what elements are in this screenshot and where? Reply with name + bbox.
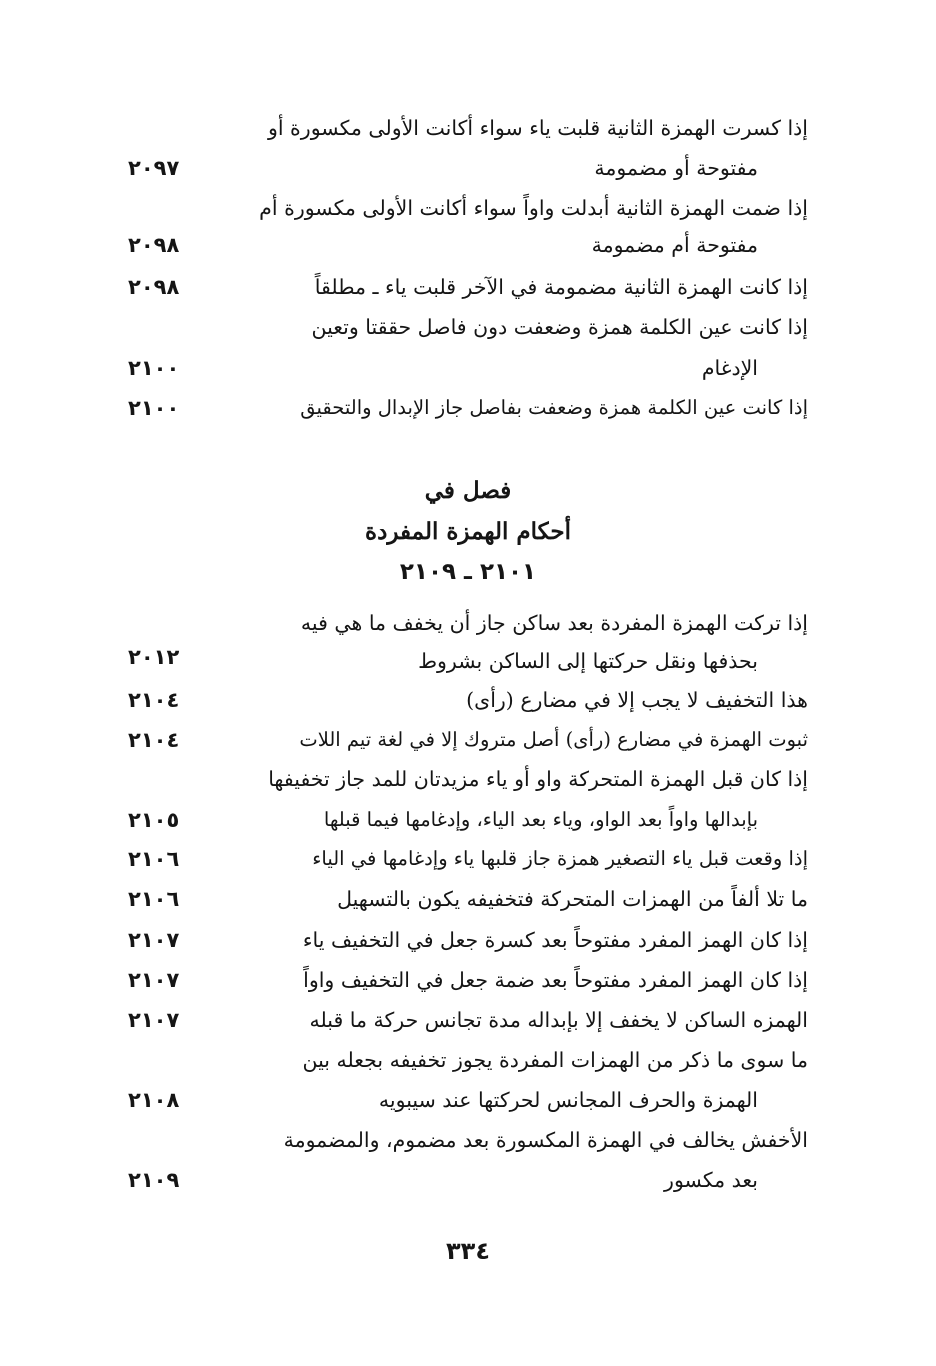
entry-line: مفتوحة أو مضمومة	[594, 156, 758, 180]
page-ref: ٢٠٩٧	[128, 156, 180, 180]
entry-line: الأخفش يخالف في الهمزة المكسورة بعد مضموم، والمضمومة	[283, 1128, 808, 1152]
page-ref: ٢١٠٧	[128, 928, 180, 952]
entry-line: إذا ضمت الهمزة الثانية أبدلت واواً سواء أكانت الأولى مكسورة أم	[259, 196, 808, 220]
page-ref: ٢١٠٤	[128, 688, 180, 712]
entry-line: إذا وقعت قبل ياء التصغير همزة جاز قلبها ياء وإدغامها في الياء	[312, 847, 808, 870]
section-subtitle: أحكام الهمزة المفردة	[365, 518, 571, 545]
entry-line: هذا التخفيف لا يجب إلا في مضارع (رأى)	[466, 688, 808, 712]
entry-line: بإبدالها واواً بعد الواو، وياء بعد الياء، وإدغامها فيما قبلها	[323, 808, 758, 831]
page-ref: ٢٠٩٨	[128, 275, 180, 299]
entry-line: بعد مكسور	[664, 1168, 758, 1192]
page-number: ٣٣٤	[446, 1237, 490, 1265]
entry-line: إذا كانت الهمزة الثانية مضمومة في الآخر قلبت ياء ـ مطلقاً	[314, 275, 808, 299]
page-ref: ٢١٠٩	[128, 1168, 180, 1192]
entry-line: ثبوت الهمزة في مضارع (رأى) أصل متروك إلا في لغة تيم اللات	[299, 728, 808, 751]
section-title: فصل في	[424, 477, 512, 504]
entry-line: مفتوحة أم مضمومة	[591, 233, 758, 257]
entry-line: الهمزه الساكن لا يخفف إلا بإبداله مدة تجانس حركة ما قبله	[309, 1008, 808, 1032]
entry-line: إذا كان الهمز المفرد مفتوحاً بعد كسرة جعل في التخفيف ياء	[302, 928, 808, 952]
entry-line: إذا كانت عين الكلمة همزة وضعفت بفاصل جاز الإبدال والتحقيق	[300, 396, 808, 419]
page-ref: ٢١٠٦	[128, 847, 180, 871]
entry-line: ما سوى ما ذكر من الهمزات المفردة يجوز تخفيفه بجعله بين	[302, 1048, 808, 1072]
entry-line: إذا كان قبل الهمزة المتحركة واو أو ياء مزيدتان للمد جاز تخفيفها	[268, 767, 808, 791]
page-ref: ٢١٠٦	[128, 887, 180, 911]
entry-line: إذا كانت عين الكلمة همزة وضعفت دون فاصل حققتا وتعين	[311, 315, 808, 339]
entry-line: إذا كسرت الهمزة الثانية قلبت ياء سواء أكانت الأولى مكسورة أو	[267, 116, 808, 140]
page-ref: ٢١٠٧	[128, 1008, 180, 1032]
entry-line: إذا كان الهمز المفرد مفتوحاً بعد ضمة جعل في التخفيف واواً	[303, 968, 808, 992]
page-ref: ٢٠٩٨	[128, 233, 180, 257]
page-ref: ٢١٠٥	[128, 808, 180, 832]
section-range: ٢١٠١ ـ ٢١٠٩	[399, 559, 537, 585]
page-ref: ٢١٠٠	[128, 396, 180, 420]
page-ref: ٢١٠٨	[128, 1088, 180, 1112]
entry-line: إذا تركت الهمزة المفردة بعد ساكن جاز أن يخفف ما هي فيه	[300, 611, 808, 635]
page-ref: ٢٠١٢	[128, 645, 180, 669]
page-ref: ٢١٠٧	[128, 968, 180, 992]
page-ref: ٢١٠٠	[128, 356, 180, 380]
entry-line: بحذفها ونقل حركتها إلى الساكن بشروط	[418, 649, 758, 673]
entry-line: ما تلا ألفاً من الهمزات المتحركة فتخفيفه يكون بالتسهيل	[337, 887, 808, 911]
entry-line: الإدغام	[701, 356, 758, 380]
entry-line: الهمزة والحرف المجانس لحركتها عند سيبويه	[378, 1088, 758, 1112]
page-ref: ٢١٠٤	[128, 728, 180, 752]
